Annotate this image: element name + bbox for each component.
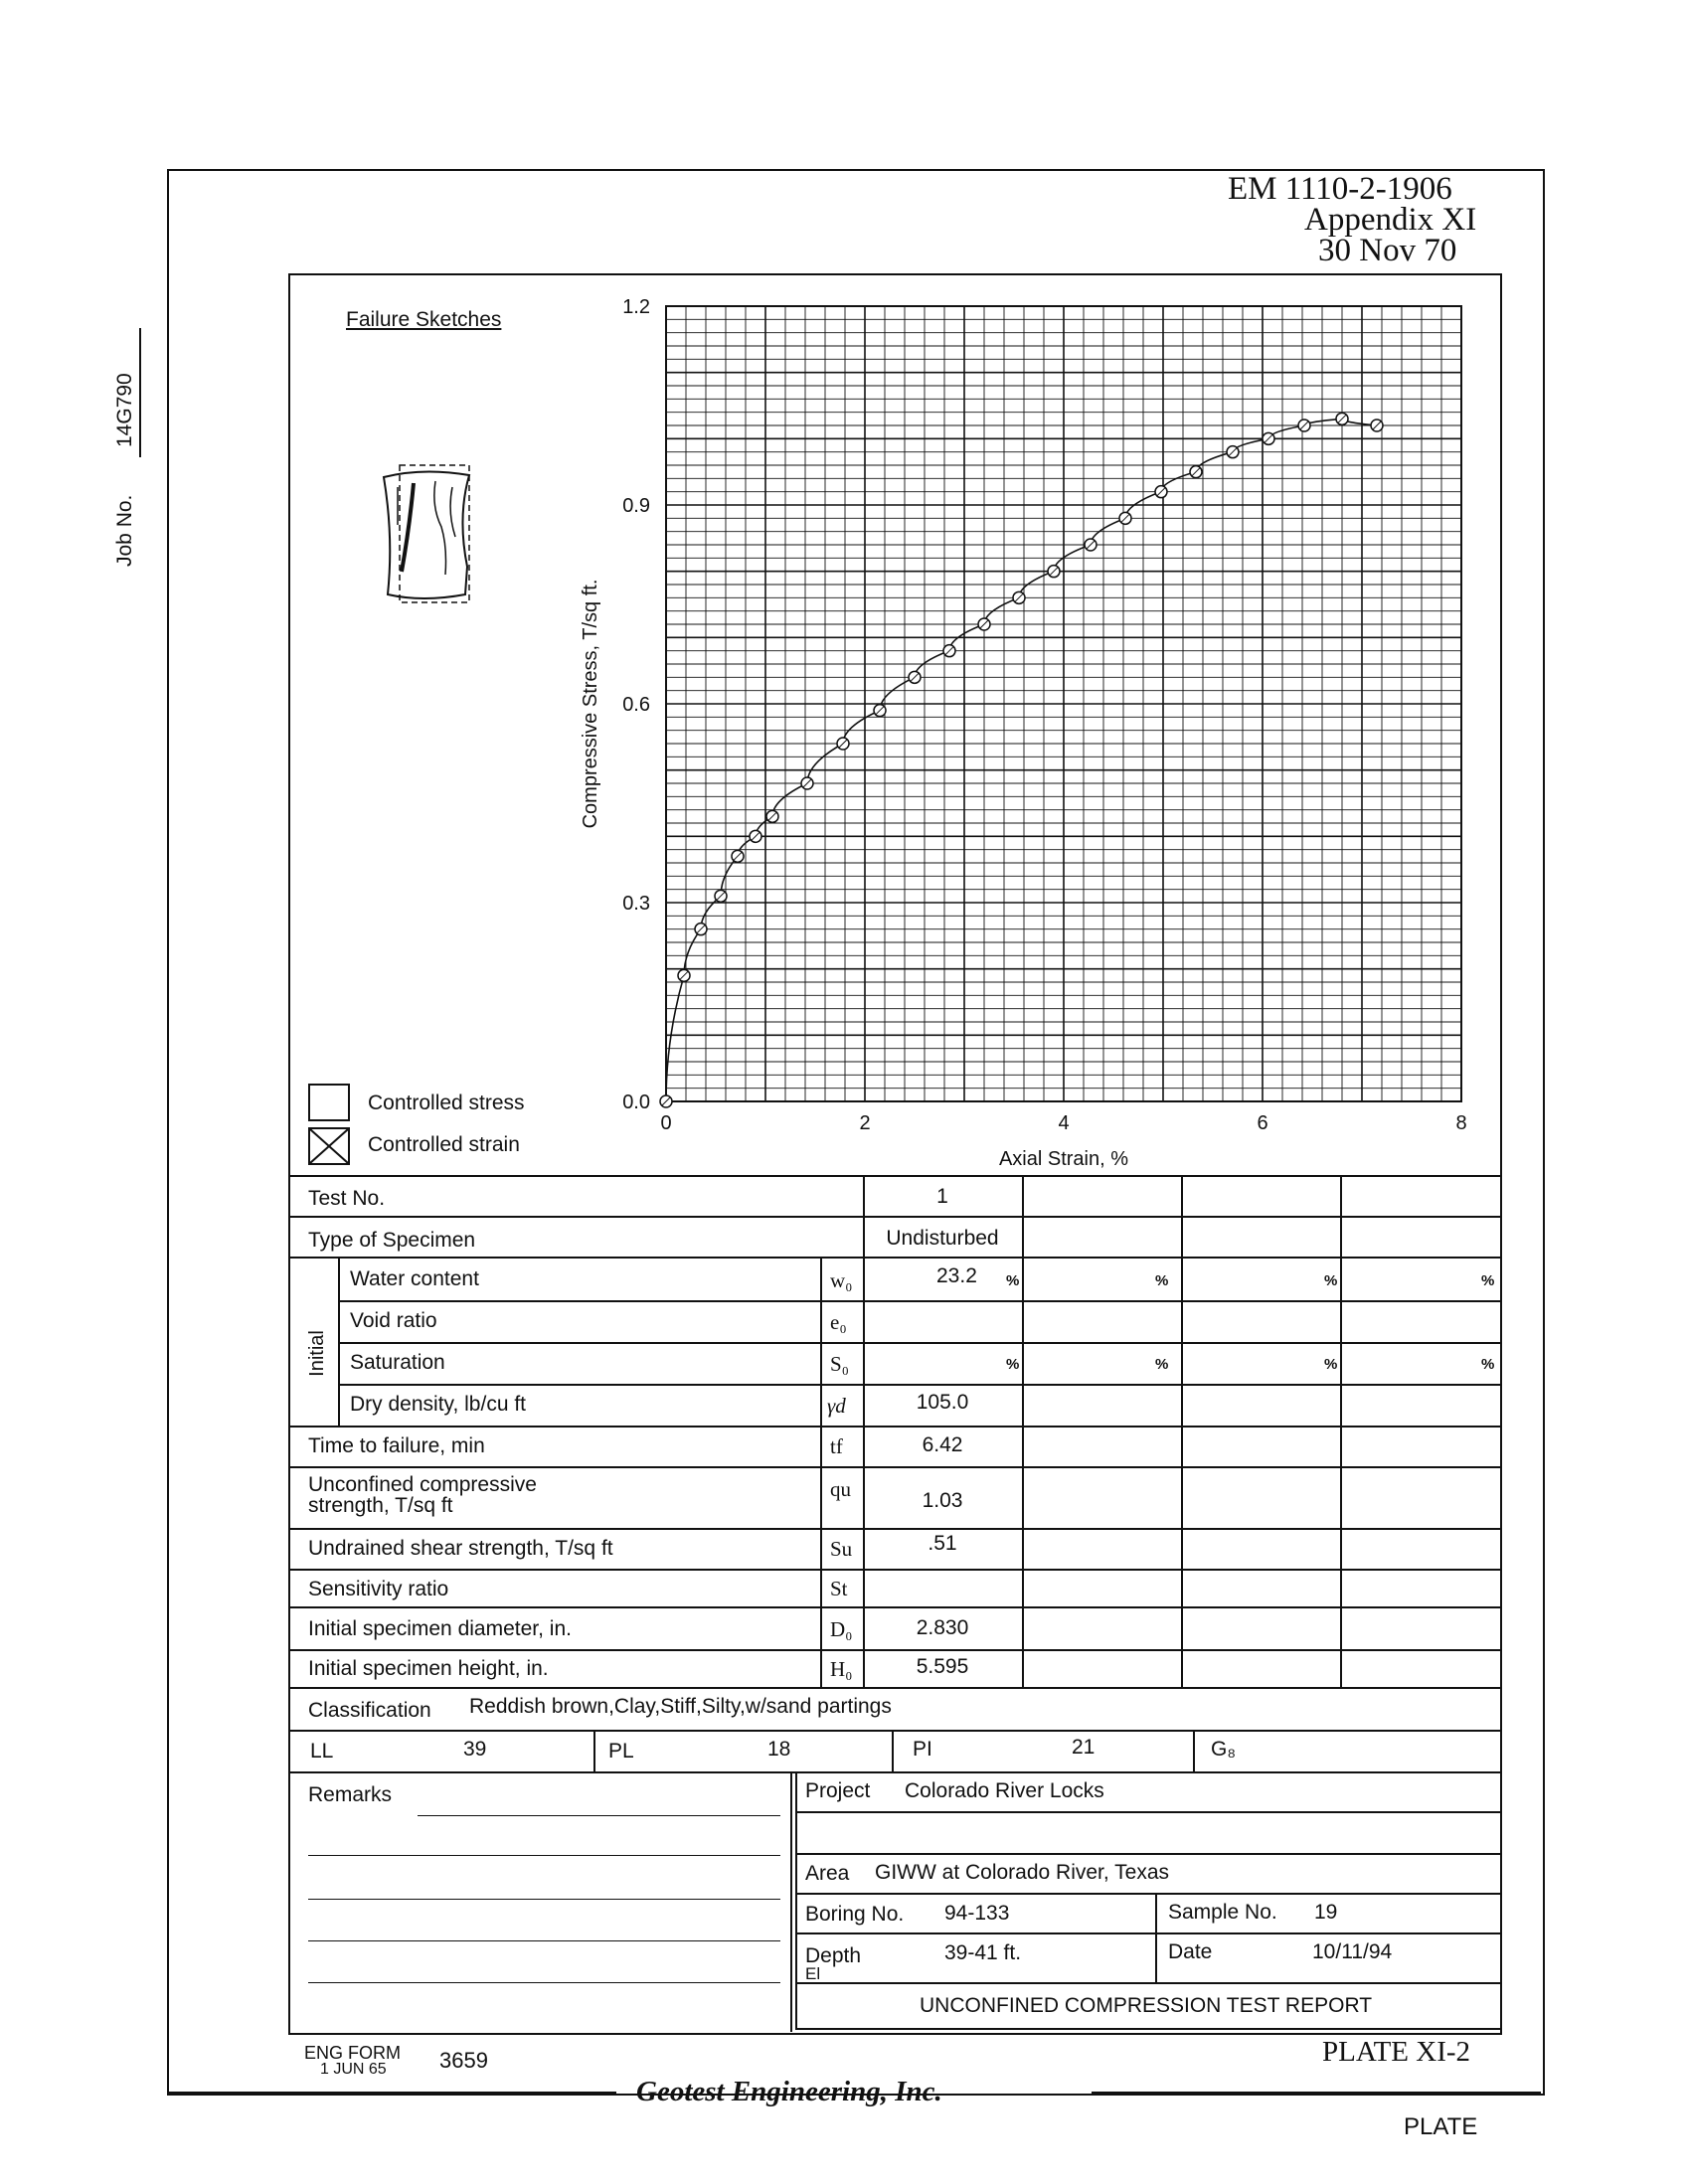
- remarks-line: [308, 1940, 780, 1941]
- shear-strength-value: .51: [928, 1532, 957, 1555]
- job-number-label: Job No.: [113, 494, 136, 567]
- depth-value: 39-41 ft.: [944, 1941, 1022, 1964]
- test-no-label: Test No.: [308, 1187, 386, 1210]
- table-rule: [288, 1649, 1500, 1651]
- height-symbol: H₀: [830, 1657, 853, 1681]
- header-em-number: EM 1110-2-1906: [1228, 171, 1452, 207]
- dry-density-label: Dry density, lb/cu ft: [350, 1393, 527, 1416]
- table-rule: [288, 1730, 1500, 1732]
- eng-form-date: 1 JUN 65: [320, 2061, 387, 2078]
- specimen-type-value: Undisturbed: [886, 1227, 999, 1250]
- pct-mark: %: [1324, 1356, 1338, 1373]
- report-title: UNCONFINED COMPRESSION TEST REPORT: [920, 1994, 1373, 2017]
- table-rule: [288, 1528, 1500, 1530]
- controlled-stress-checkbox[interactable]: [308, 1084, 350, 1121]
- eng-form-number: 3659: [439, 2048, 488, 2073]
- table-col-rule: [1340, 1175, 1342, 1687]
- project-rule: [797, 1932, 1500, 1934]
- table-rule: [288, 1569, 1500, 1571]
- limits-col-rule: [892, 1730, 894, 1771]
- remarks-divider: [790, 1771, 792, 2032]
- controlled-stress-label: Controlled stress: [368, 1092, 525, 1114]
- diameter-symbol: D₀: [830, 1617, 853, 1641]
- boring-value: 94-133: [944, 1902, 1010, 1925]
- height-value: 5.595: [916, 1655, 969, 1678]
- project-block: [795, 1771, 1502, 2030]
- dry-density-value: 105.0: [916, 1391, 969, 1414]
- ucs-symbol: qu: [830, 1477, 851, 1501]
- controlled-strain-checkbox[interactable]: [308, 1127, 350, 1165]
- project-rule: [797, 1853, 1500, 1855]
- x-tick-label: 2: [859, 1112, 871, 1134]
- pl-value: 18: [767, 1738, 791, 1761]
- checkbox-cross-icon: [310, 1129, 348, 1163]
- project-label: Project: [805, 1779, 871, 1802]
- water-content-value: 23.2: [936, 1264, 977, 1287]
- specimen-type-label: Type of Specimen: [308, 1229, 476, 1252]
- pct-mark: %: [1006, 1356, 1020, 1373]
- x-tick-label: 4: [1058, 1112, 1070, 1134]
- limits-col-rule: [593, 1730, 595, 1771]
- test-no-value: 1: [936, 1185, 948, 1208]
- pct-mark: %: [1006, 1272, 1020, 1289]
- limits-col-rule: [1193, 1730, 1195, 1771]
- boring-label: Boring No.: [805, 1903, 905, 1926]
- table-rule: [288, 1426, 1500, 1428]
- pct-mark: %: [1324, 1272, 1338, 1289]
- project-rule: [797, 1982, 1500, 1984]
- shear-strength-symbol: Su: [830, 1537, 853, 1561]
- failure-sketch-icon: [378, 457, 487, 611]
- table-top-rule: [288, 1175, 1500, 1177]
- job-number-value: 14G790: [113, 373, 136, 447]
- date-value: 10/11/94: [1312, 1940, 1393, 1963]
- height-label: Initial specimen height, in.: [308, 1657, 549, 1680]
- pl-label: PL: [608, 1740, 634, 1763]
- table-col-rule: [820, 1257, 822, 1687]
- stress-strain-curve: [666, 419, 1377, 1101]
- dry-density-symbol: γd: [827, 1394, 846, 1418]
- table-rule: [288, 1216, 1500, 1218]
- project-value: Colorado River Locks: [905, 1779, 1104, 1802]
- company-name: Geotest Engineering, Inc.: [636, 2076, 942, 2107]
- sensitivity-symbol: St: [830, 1577, 848, 1600]
- company-rule-left: [167, 2092, 616, 2094]
- ucs-label-line1: Unconfined compressive: [308, 1473, 537, 1496]
- time-to-failure-label: Time to failure, min: [308, 1434, 485, 1457]
- diameter-value: 2.830: [916, 1616, 969, 1639]
- remarks-line: [308, 1899, 780, 1900]
- y-axis-label: Compressive Stress, T/sq ft.: [580, 579, 601, 829]
- area-value: GIWW at Colorado River, Texas: [875, 1861, 1170, 1884]
- project-rule: [797, 1893, 1500, 1895]
- shear-strength-label: Undrained shear strength, T/sq ft: [308, 1537, 613, 1560]
- table-rule: [288, 1687, 1500, 1689]
- saturation-label: Saturation: [350, 1351, 445, 1374]
- classification-value: Reddish brown,Clay,Stiff,Silty,w/sand partings: [469, 1695, 892, 1718]
- header-date: 30 Nov 70: [1318, 233, 1457, 268]
- x-tick-label: 8: [1455, 1112, 1467, 1134]
- table-rule: [288, 1466, 1500, 1468]
- y-tick-label: 0.3: [622, 893, 650, 915]
- depth-label: Depth: [805, 1944, 862, 1967]
- pi-label: PI: [913, 1738, 932, 1761]
- table-col-rule: [1181, 1175, 1183, 1687]
- diameter-label: Initial specimen diameter, in.: [308, 1617, 572, 1640]
- ucs-value: 1.03: [922, 1489, 963, 1512]
- void-ratio-symbol: e₀: [830, 1310, 847, 1334]
- ll-value: 39: [463, 1738, 487, 1761]
- x-tick-label: 6: [1257, 1112, 1268, 1134]
- y-tick-label: 1.2: [622, 296, 650, 318]
- remarks-line: [418, 1815, 780, 1816]
- table-col-rule: [863, 1175, 865, 1687]
- plate-label: PLATE XI-2: [1322, 2036, 1471, 2068]
- plate-bottom-label: PLATE: [1404, 2113, 1478, 2140]
- project-col-rule: [1155, 1893, 1157, 1982]
- time-to-failure-symbol: tf: [830, 1434, 843, 1458]
- job-number-block: [105, 169, 145, 567]
- project-rule: [797, 1811, 1500, 1813]
- saturation-symbol: S₀: [830, 1352, 850, 1376]
- pct-mark: %: [1155, 1272, 1169, 1289]
- pct-mark: %: [1155, 1356, 1169, 1373]
- table-rule: [288, 1257, 1500, 1259]
- sensitivity-label: Sensitivity ratio: [308, 1578, 449, 1600]
- time-to-failure-value: 6.42: [922, 1433, 963, 1456]
- controlled-strain-label: Controlled strain: [368, 1133, 520, 1156]
- area-label: Area: [805, 1862, 850, 1885]
- void-ratio-label: Void ratio: [350, 1309, 437, 1332]
- header-appendix: Appendix XI: [1304, 202, 1477, 238]
- table-rule: [338, 1384, 1500, 1386]
- elevation-label: El: [805, 1964, 821, 1983]
- table-rule: [288, 1606, 1500, 1608]
- water-content-symbol: w₀: [830, 1268, 853, 1292]
- sample-value: 19: [1314, 1901, 1338, 1924]
- company-rule-right: [1092, 2092, 1541, 2094]
- remarks-line: [308, 1982, 780, 1983]
- gs-label: G₈: [1211, 1738, 1237, 1761]
- initial-group-label: Initial: [305, 1330, 328, 1377]
- x-tick-label: 0: [660, 1112, 672, 1134]
- table-rule: [338, 1300, 1500, 1302]
- sample-label: Sample No.: [1168, 1901, 1277, 1924]
- y-tick-label: 0.9: [622, 495, 650, 517]
- table-col-rule: [338, 1257, 340, 1426]
- water-content-label: Water content: [350, 1267, 479, 1290]
- job-number-underline: [139, 328, 141, 457]
- y-tick-label: 0.0: [622, 1092, 650, 1113]
- failure-sketches-title: Failure Sketches: [346, 308, 502, 331]
- date-label: Date: [1168, 1940, 1213, 1963]
- ucs-label-line2: strength, T/sq ft: [308, 1494, 453, 1517]
- remarks-label: Remarks: [308, 1783, 393, 1806]
- pct-mark: %: [1481, 1356, 1495, 1373]
- classification-label: Classification: [308, 1699, 431, 1722]
- eng-form-label: ENG FORM: [304, 2043, 401, 2063]
- pct-mark: %: [1481, 1272, 1495, 1289]
- remarks-line: [308, 1855, 780, 1856]
- y-tick-label: 0.6: [622, 694, 650, 716]
- table-col-rule: [1022, 1175, 1024, 1687]
- x-axis-label: Axial Strain, %: [998, 1148, 1129, 1170]
- table-rule: [338, 1342, 1500, 1344]
- stress-strain-chart: [557, 288, 1491, 1183]
- ll-label: LL: [310, 1740, 334, 1763]
- pi-value: 21: [1072, 1736, 1096, 1759]
